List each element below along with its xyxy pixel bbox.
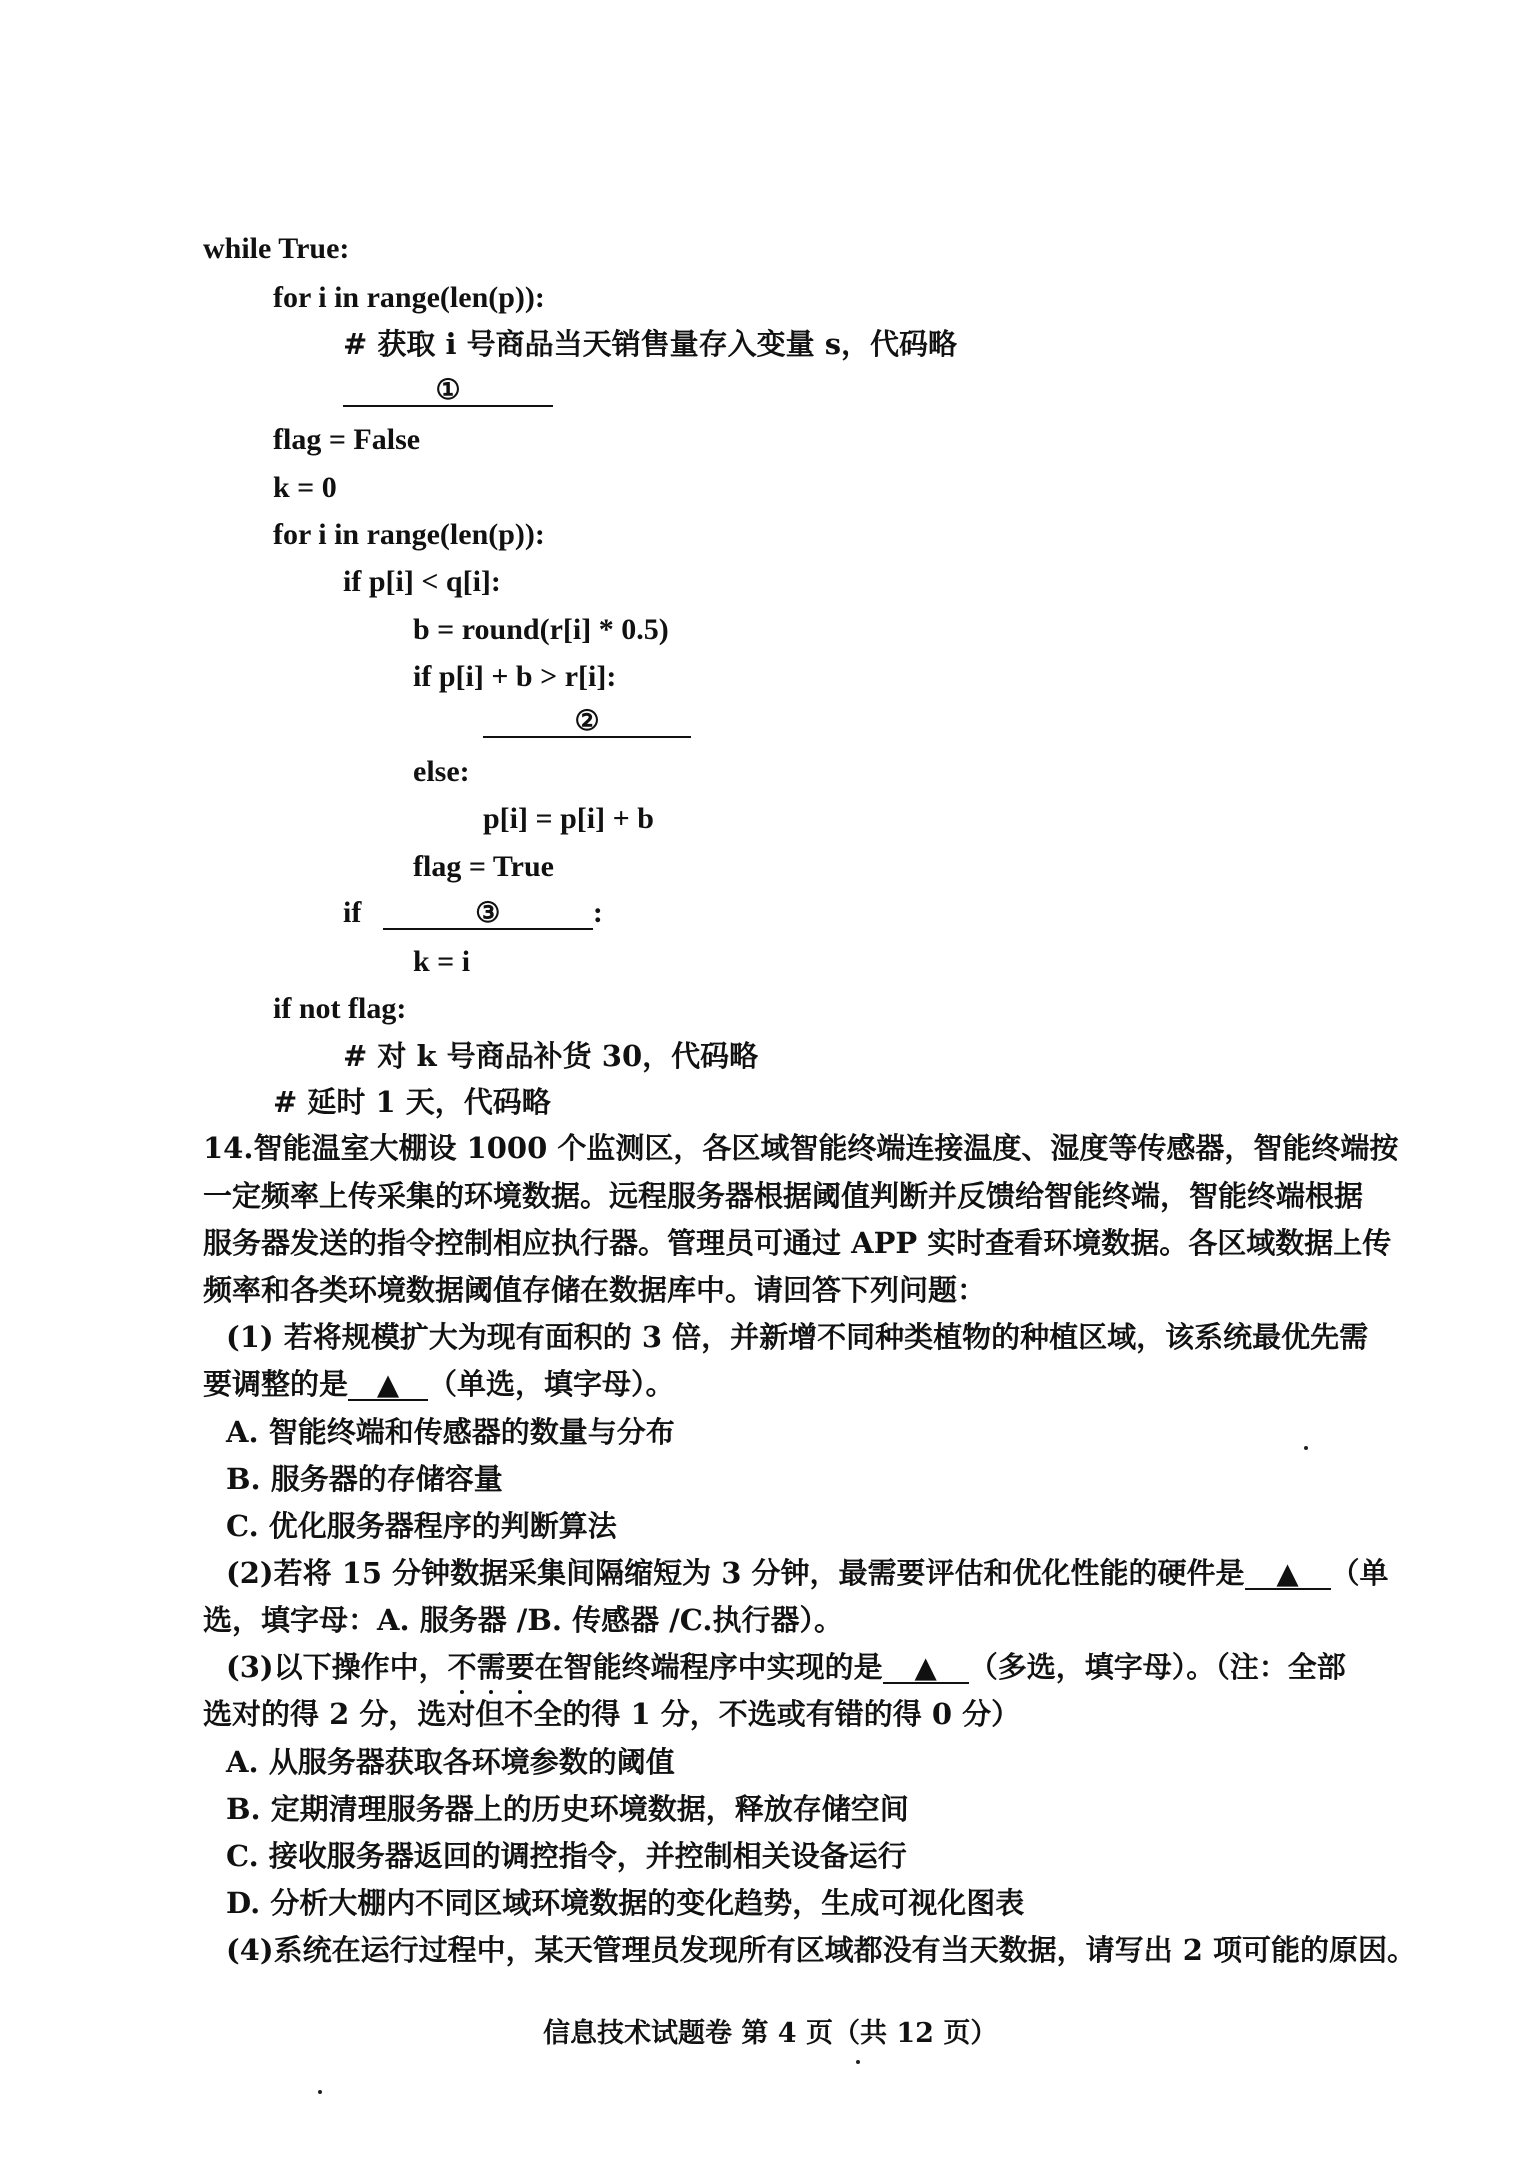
code-line-for-1: for i in range(len(p)): xyxy=(273,281,545,314)
scan-speck xyxy=(1304,1446,1308,1450)
code-line-b-round: b = round(r[i] * 0.5) xyxy=(413,613,669,646)
code-blank-1-line xyxy=(343,375,553,407)
code-line-else: else: xyxy=(413,755,470,788)
blank-1-label: ① xyxy=(435,375,461,406)
q14-part2-suffix: （单 xyxy=(1330,1556,1389,1590)
q14-part3-line-1 xyxy=(226,1650,1346,1684)
q14-part3-option-c: C. 接收服务器返回的调控指令，并控制相关设备运行 xyxy=(226,1839,907,1873)
q14-stem-line-4: 频率和各类环境数据阈值存储在数据库中。请回答下列问题： xyxy=(203,1273,987,1307)
q14-part3-option-b: B. 定期清理服务器上的历史环境数据，释放存储空间 xyxy=(226,1792,909,1826)
emphasis-char: 需 xyxy=(476,1650,506,1684)
code-line-while: while True: xyxy=(203,232,350,265)
q14-part2-line-2: 选，填字母：A. 服务器 /B. 传感器 /C.执行器）。 xyxy=(203,1603,843,1637)
blank-2-label: ② xyxy=(574,706,600,737)
q14-part3-prefix: (3)以下操作中， xyxy=(226,1650,448,1684)
blank-3-label: ③ xyxy=(475,898,501,929)
code-if-keyword: if xyxy=(343,896,362,929)
blank-3 xyxy=(383,898,593,930)
code-line-if-not-flag: if not flag: xyxy=(273,992,407,1025)
blank-2 xyxy=(483,706,691,738)
q14-part1-line-2 xyxy=(203,1367,675,1401)
blank-1 xyxy=(343,375,553,407)
code-line-k-zero: k = 0 xyxy=(273,471,337,504)
q14-part1-option-a: A. 智能终端和传感器的数量与分布 xyxy=(226,1415,675,1449)
q14-part2-prefix: (2)若将 15 分钟数据采集间隔缩短为 3 分钟，最需要评估和优化性能的硬件是 xyxy=(226,1556,1245,1590)
q14-stem-line-1: 14.智能温室大棚设 1000 个监测区，各区域智能终端连接温度、湿度等传感器，智能终端按 xyxy=(203,1131,1399,1165)
code-line-flag-true: flag = True xyxy=(413,850,554,883)
emphasis-char: 要 xyxy=(505,1650,535,1684)
scan-speck xyxy=(856,2060,860,2064)
scan-speck xyxy=(318,2090,322,2094)
code-colon: : xyxy=(592,896,603,929)
q14-part3-option-d: D. 分析大棚内不同区域环境数据的变化趋势，生成可视化图表 xyxy=(226,1886,1025,1920)
q14-part3-line-2: 选对的得 2 分，选对但不全的得 1 分，不选或有错的得 0 分） xyxy=(203,1697,1021,1731)
q14-part3-option-a: A. 从服务器获取各环境参数的阈值 xyxy=(226,1745,675,1779)
q14-part3-mid: 在智能终端程序中实现的是 xyxy=(534,1650,883,1684)
emphasis-char: 不 xyxy=(447,1650,477,1684)
q14-stem-line-3: 服务器发送的指令控制相应执行器。管理员可通过 APP 实时查看环境数据。各区域数据上传 xyxy=(203,1226,1392,1260)
q14-part1-line-1: (1) 若将规模扩大为现有面积的 3 倍，并新增不同种类植物的种植区域，该系统最优先需 xyxy=(226,1320,1369,1354)
code-line-if-pbr: if p[i] + b > r[i]: xyxy=(413,660,617,693)
q14-part1-option-b: B. 服务器的存储容量 xyxy=(226,1462,503,1496)
q14-part1-suffix: （单选，填字母）。 xyxy=(428,1367,675,1401)
page-footer: 信息技术试题卷 第 4 页（共 12 页） xyxy=(543,2018,998,2049)
code-comment-get-sales: # 获取 i 号商品当天销售量存入变量 s，代码略 xyxy=(343,327,958,361)
q14-part1-prefix: 要调整的是 xyxy=(203,1367,349,1401)
answer-blank-triangle: ▲ xyxy=(1245,1559,1331,1590)
code-comment-restock: # 对 k 号商品补货 30，代码略 xyxy=(343,1039,759,1073)
answer-blank-triangle: ▲ xyxy=(883,1653,969,1684)
q14-part4-line-1: (4)系统在运行过程中，某天管理员发现所有区域都没有当天数据，请写出 2 项可能的原因。 xyxy=(226,1933,1416,1967)
code-comment-delay: # 延时 1 天，代码略 xyxy=(273,1085,551,1119)
q14-part3-suffix: （多选，填字母）。（注：全部 xyxy=(968,1650,1346,1684)
q14-stem-line-2: 一定频率上传采集的环境数据。远程服务器根据阈值判断并反馈给智能终端，智能终端根据 xyxy=(203,1179,1364,1213)
q14-part1-option-c: C. 优化服务器程序的判断算法 xyxy=(226,1509,617,1543)
code-line-flag-false: flag = False xyxy=(273,423,421,456)
answer-blank-triangle: ▲ xyxy=(348,1370,428,1401)
code-line-k-i: k = i xyxy=(413,945,471,978)
code-line-if-blank-3 xyxy=(343,898,603,930)
code-line-if-pq: if p[i] < q[i]: xyxy=(343,565,501,598)
code-line-for-2: for i in range(len(p)): xyxy=(273,518,545,551)
code-line-p-plus-b: p[i] = p[i] + b xyxy=(483,802,654,835)
q14-part2-line-1 xyxy=(226,1556,1389,1590)
code-blank-2-line xyxy=(483,706,691,738)
